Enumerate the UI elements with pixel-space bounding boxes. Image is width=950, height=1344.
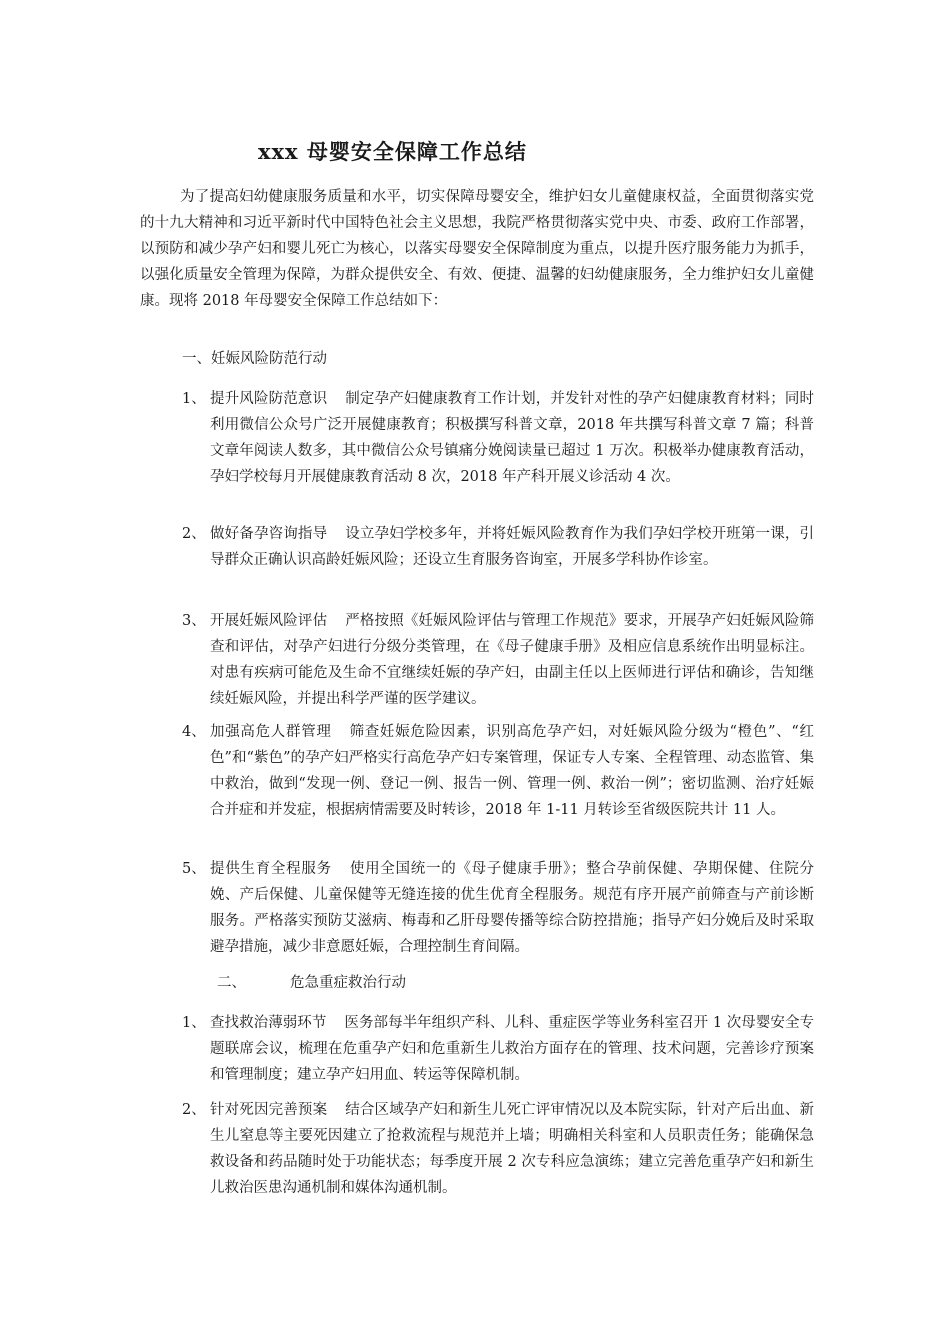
item-number: 5、 (182, 861, 206, 877)
item-heading: 提供生育全程服务 (210, 861, 332, 877)
item-text: 结合区域孕产妇和新生儿死亡评审情况以及本院实际，针对产后出血、新生儿窒息等主要死因建立了抢救流程与规范并上墙；明确相关科室和人员职责任务；能确保急救设备和药品随时处于功能状态；每季度开展 2 次专科应急演练；建立完善危重孕产妇和新生儿救治医患沟通机制和媒体沟通机制。 (210, 1102, 815, 1196)
item-content (210, 719, 814, 823)
item-heading: 提升风险防范意识 (210, 391, 328, 407)
section-1-item-1 (182, 386, 814, 490)
item-text: 严格按照《妊娠风险评估与管理工作规范》要求，开展孕产妇妊娠风险筛查和评估，对孕产妇进行分级分类管理，在《母子健康手册》及相应信息系统作出明显标注。对患有疾病可能危及生命不宜继续妊娠的孕产妇，由副主任以上医师进行评估和确诊，告知继续妊娠风险，并提出科学严谨的医学建议。 (210, 613, 815, 707)
item-heading: 做好备孕咨询指导 (210, 526, 328, 542)
section-2-title: 危急重症救治行动 (290, 975, 406, 991)
section-2-item-1 (182, 1010, 814, 1088)
item-heading: 查找救治薄弱环节 (210, 1015, 327, 1031)
document-title: xxx 母婴安全保障工作总结 (258, 139, 527, 164)
item-number: 3、 (182, 613, 206, 629)
item-heading: 加强高危人群管理 (210, 724, 332, 740)
item-text: 制定孕产妇健康教育工作计划，并发针对性的孕产妇健康教育材料；同时利用微信公众号广泛开展健康教育；积极撰写科普文章，2018 年共撰写科普文章 7 篇；科普文章年阅读人数多，其中微信公众号镇痛分娩阅读量已超过 1 万次。积极举办健康教育活动，孕妇学校每月开展健康教育活动 8 次，2018 年产科开展义诊活动 4 次。 (210, 391, 815, 485)
item-number: 2、 (182, 1102, 206, 1118)
section-1-heading: 一、妊娠风险防范行动 (182, 351, 327, 367)
item-number: 1、 (182, 1015, 206, 1031)
item-content (210, 521, 814, 573)
section-1-item-5 (182, 856, 814, 960)
item-number: 2、 (182, 526, 206, 542)
item-text: 医务部每半年组织产科、儿科、重症医学等业务科室召开 1 次母婴安全专题联席会议，梳理在危重孕产妇和危重新生儿救治方面存在的管理、技术问题，完善诊疗预案和管理制度；建立孕产妇用血、转运等保障机制。 (210, 1015, 815, 1083)
section-1-item-4 (182, 719, 814, 823)
item-text: 使用全国统一的《母子健康手册》；整合孕前保健、孕期保健、住院分娩、产后保健、儿童保健等无缝连接的优生优育全程服务。规范有序开展产前筛查与产前诊断服务。严格落实预防艾滋病、梅毒和乙肝母婴传播等综合防控措施；指导产妇分娩后及时采取避孕措施，减少非意愿妊娠，合理控制生育间隔。 (210, 861, 814, 955)
item-heading: 开展妊娠风险评估 (210, 613, 328, 629)
item-content (210, 1097, 814, 1201)
item-content (210, 856, 814, 960)
item-content (210, 608, 814, 712)
item-number: 4、 (182, 724, 206, 740)
item-content (210, 386, 814, 490)
item-number: 1、 (182, 391, 206, 407)
intro-paragraph: 为了提高妇幼健康服务质量和水平，切实保障母婴安全，维护妇女儿童健康权益，全面贯彻落实党的十九大精神和习近平新时代中国特色社会主义思想，我院严格贯彻落实党中央、市委、政府工作部署，以预防和减少孕产妇和婴儿死亡为核心，以落实母婴安全保障制度为重点，以提升医疗服务能力为抓手，以强化质量安全管理为保障，为群众提供安全、有效、便捷、温馨的妇幼健康服务，全力维护妇女儿童健康。现将 2018 年母婴安全保障工作总结如下： (140, 189, 814, 309)
item-text: 设立孕妇学校多年，并将妊娠风险教育作为我们孕妇学校开班第一课，引导群众正确认识高龄妊娠风险；还设立生育服务咨询室，开展多学科协作诊室。 (210, 526, 815, 568)
section-1-item-2 (182, 521, 814, 573)
item-heading: 针对死因完善预案 (210, 1102, 328, 1118)
item-text: 筛查妊娠危险因素，识别高危孕产妇，对妊娠风险分级为“橙色”、“红色”和“紫色”的孕产妇严格实行高危孕产妇专案管理，保证专人专案、全程管理、动态监管、集中救治，做到“发现一例、登记一例、报告一例、管理一例、救治一例”；密切监测、治疗妊娠合并症和并发症，根据病情需要及时转诊，2018 年 1-11 月转诊至省级医院共计 11 人。 (210, 724, 814, 818)
section-2-number: 二、 (217, 975, 246, 991)
item-content (210, 1010, 814, 1088)
section-2-heading (217, 970, 406, 996)
section-1-item-3 (182, 608, 814, 712)
section-2-item-2 (182, 1097, 814, 1201)
